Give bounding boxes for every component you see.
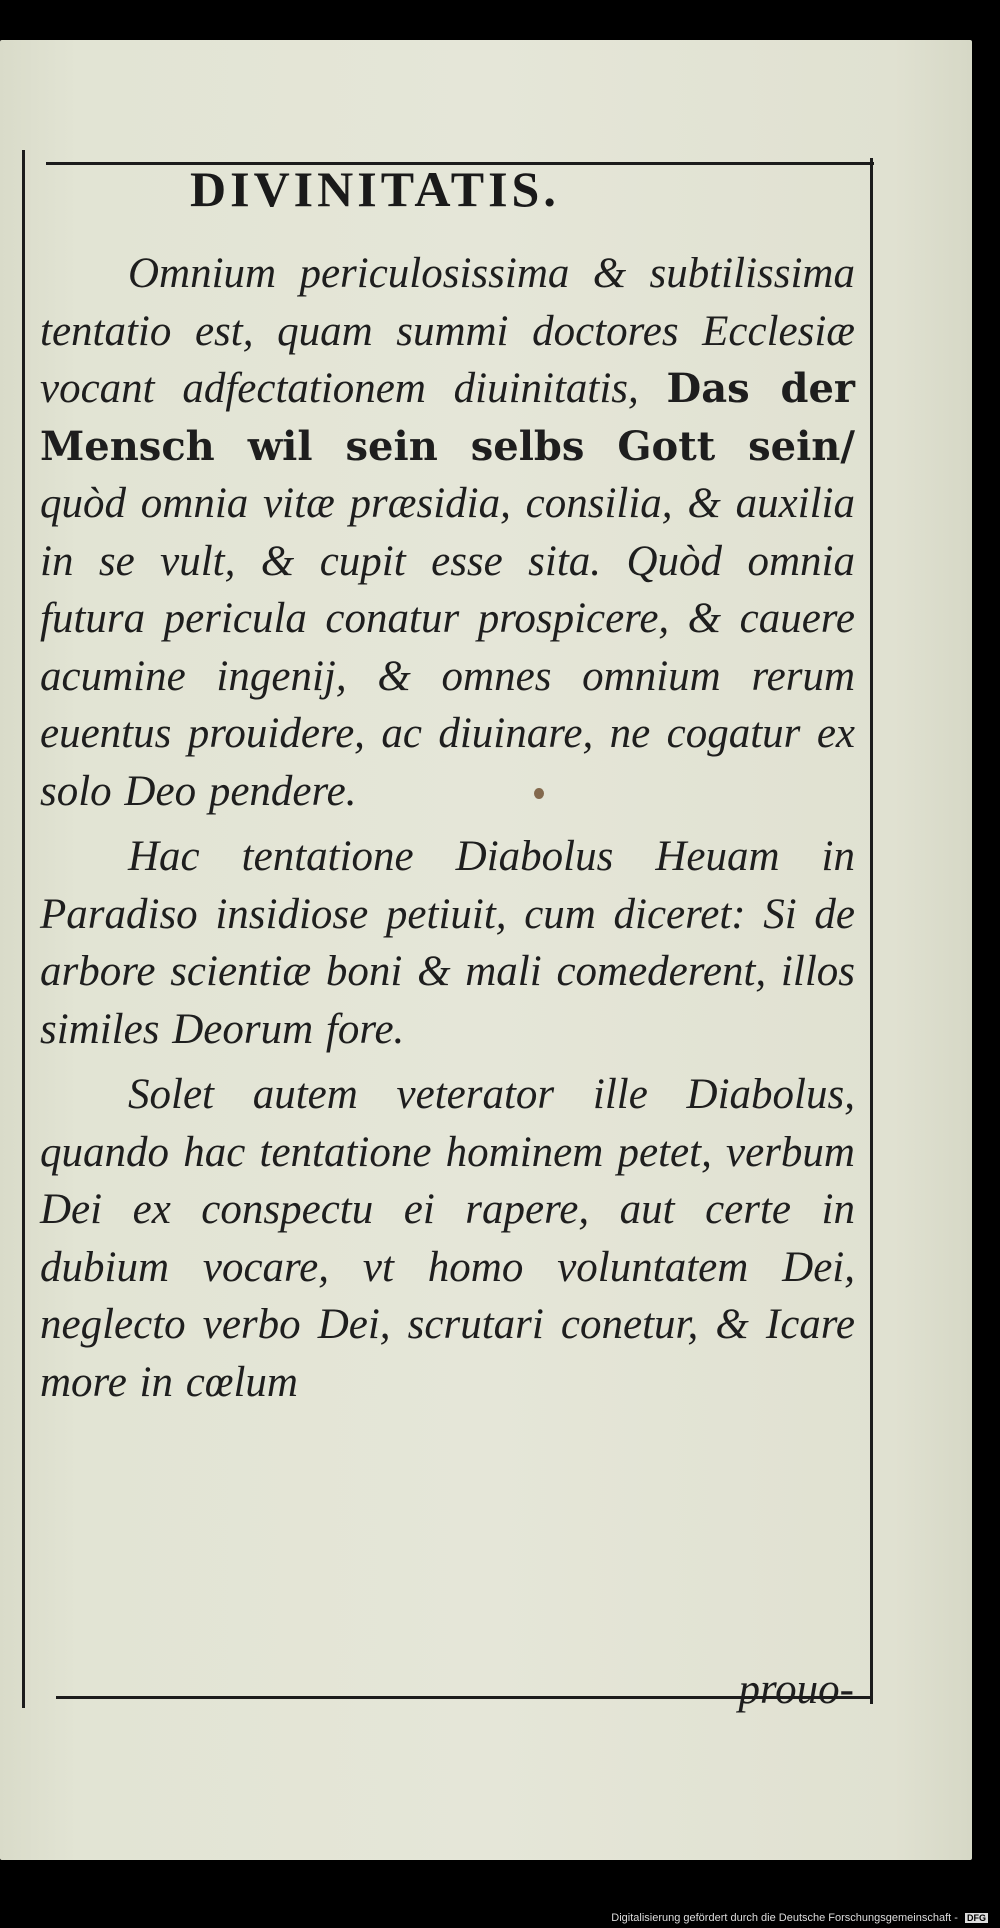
credit-text: Digitalisierung gefördert durch die Deutsche Forschungsgemeinschaft - <box>611 1912 958 1924</box>
paragraph-3: Solet autem veterator ille Diabolus, quando hac tentatione hominem petet, verbum Dei ex conspectu ei rapere, aut certe in dubium vocare, vt homo voluntatem Dei, neglecto verbo Dei, scrutari conetur, & Icare more in cœlum <box>40 1071 855 1406</box>
paragraph-1-german-phrase: Das der Mensch wil sein selbs Gott sein/ <box>40 365 855 470</box>
ink-stain <box>534 788 544 799</box>
paragraph-1-latin-end: quòd omnia vitæ præsidia, consilia, & auxilia in se vult, & cupit esse sita. Quòd omnia futura pericula conatur prospicere, & cauere acumine ingenij, & omnes omnium rerum euentus prouidere, ac diuinare, ne cogatur ex solo Deo pendere. <box>40 480 855 815</box>
paragraph-1 <box>40 245 855 820</box>
digitization-credit <box>611 1912 988 1924</box>
dfg-logo-badge: DFG <box>967 1913 986 1923</box>
frame-left-rule <box>22 150 25 1708</box>
paragraph-2: Hac tentatione Diabolus Heuam in Paradiso insidiose petiuit, cum diceret: Si de arbore scientiæ boni & mali comederent, illos similes Deorum fore. <box>40 833 855 1053</box>
frame-right-rule <box>870 158 873 1704</box>
book-page <box>0 40 972 1860</box>
paragraph-1-latin-start: Omnium periculosissima & subtilissima tentatio est, quam summi doctores Ecclesiæ vocant adfectationem diuinitatis, <box>40 250 855 412</box>
running-header: DIVINITATIS. <box>190 161 560 217</box>
body-text <box>40 245 855 1411</box>
catchword: prouo- <box>738 1666 854 1713</box>
